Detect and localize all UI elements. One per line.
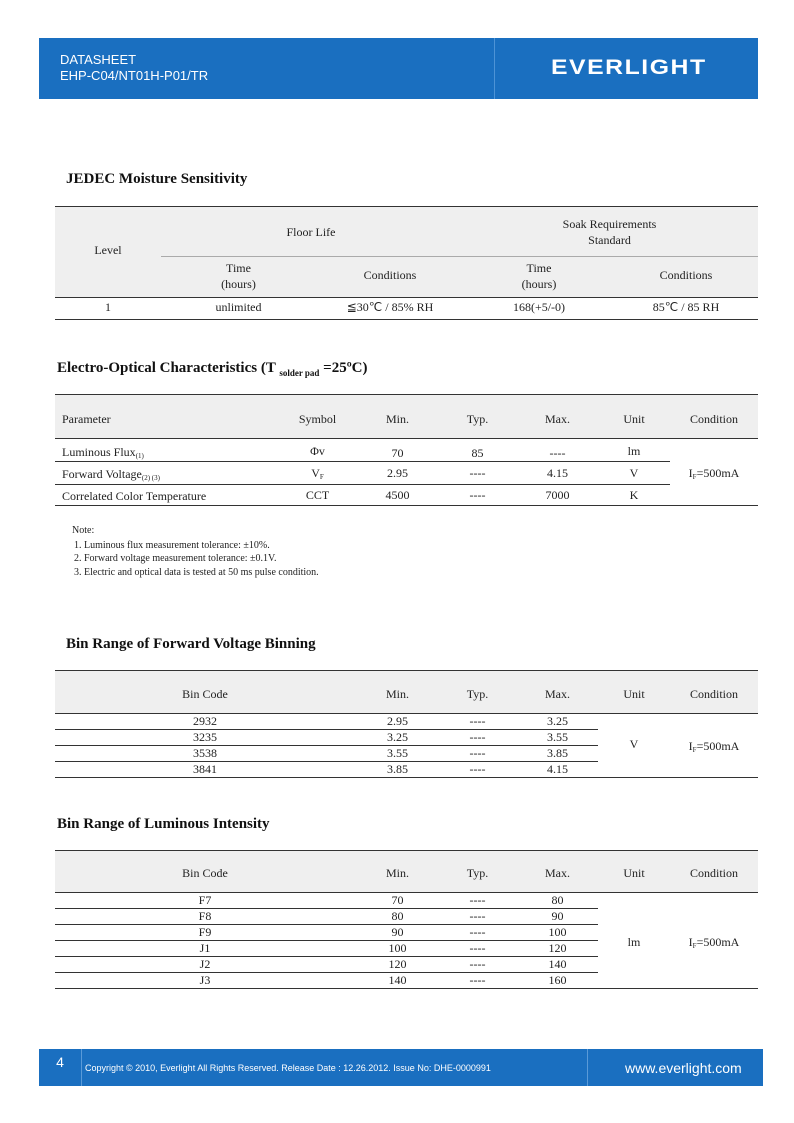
vf-row-max: 3.25 [547, 714, 568, 728]
vf-h-condition: Condition [689, 687, 738, 701]
vf-row-min: 2.95 [387, 714, 408, 728]
vf-row-bin: 3538 [193, 746, 217, 760]
vf-bin-title: Bin Range of Forward Voltage Binning [66, 636, 316, 652]
lum-unit: lm [627, 935, 641, 949]
lum-row-max: 160 [548, 973, 567, 987]
eo-row-rule-1 [55, 461, 670, 462]
lum-row-typ: ---- [469, 957, 486, 971]
lum-row-min: 100 [388, 941, 407, 955]
footer-divider [587, 1049, 588, 1086]
vf-row-max: 3.55 [547, 730, 568, 744]
lum-condition: $I_F=500mA$ [688, 935, 740, 950]
eo-row-min: 2.95 [387, 466, 408, 480]
footer-divider [81, 1049, 82, 1086]
jedec-head-rule [55, 297, 758, 298]
jedec-soak-header-1: Soak Requirements [562, 217, 657, 231]
vf-row-typ: ---- [469, 762, 486, 776]
eo-row-param: Correlated Color Temperature [62, 489, 207, 503]
vf-row-min: 3.85 [387, 762, 408, 776]
lum-row-min: 70 [391, 893, 404, 907]
lum-row-bin: F8 [198, 909, 212, 923]
header-divider [494, 38, 495, 99]
doc-type: DATASHEET [60, 52, 137, 67]
eo-h-condition: Condition [689, 412, 738, 426]
lum-row-min: 90 [391, 925, 404, 939]
lum-row-typ: ---- [469, 973, 486, 987]
website-link[interactable]: www.everlight.com [625, 1060, 742, 1076]
vf-h-typ: Typ. [466, 687, 489, 701]
eo-row-max: 7000 [545, 488, 570, 502]
jedec-floor-time-2: (hours) [221, 277, 256, 291]
eo-title-sub: solder pad [279, 368, 320, 378]
vf-row-bin: 3841 [193, 762, 217, 776]
eo-h-min: Min. [385, 412, 409, 426]
vf-row-bin: 3235 [193, 730, 217, 744]
vf-row-typ: ---- [469, 730, 486, 744]
eo-row-param [62, 467, 160, 482]
jedec-row-soak-time: 168(+5/-0) [512, 300, 566, 314]
lum-row-max: 140 [548, 957, 567, 971]
page-number: 4 [56, 1054, 64, 1070]
lum-h-typ: Typ. [466, 866, 489, 880]
eo-head-rule [55, 438, 758, 439]
lum-row-typ: ---- [469, 925, 486, 939]
vf-h-bin: Bin Code [182, 687, 228, 701]
vf-top-rule [55, 670, 758, 671]
copyright-text: Copyright © 2010, Everlight All Rights Reserved. Release Date : 12.26.2012. Issue No: DHE-0000991 [85, 1063, 491, 1073]
note-line: 1. Luminous flux measurement tolerance: ±10%. [74, 540, 270, 551]
vf-condition: $I_F=500mA$ [688, 739, 740, 754]
eo-row-symbol: $V_F$ [311, 466, 324, 481]
eo-title-end: =25ºC) [323, 360, 368, 376]
lum-row-min: 140 [388, 973, 407, 987]
lum-row-bin: F9 [198, 925, 212, 939]
jedec-floor-conditions: Conditions [363, 268, 417, 282]
jedec-top-rule [55, 206, 758, 207]
jedec-level-header: Level [94, 243, 122, 257]
eo-top-rule [55, 394, 758, 395]
eo-row-unit: lm [627, 444, 641, 458]
eo-title-main: Electro-Optical Characteristics (T [57, 360, 276, 376]
eo-param-text: Forward Voltage [62, 467, 142, 481]
jedec-title: JEDEC Moisture Sensitivity [66, 171, 248, 187]
jedec-soak-conditions: Conditions [659, 268, 713, 282]
vf-row-bin: 2932 [193, 714, 217, 728]
eo-row-symbol: Φv [310, 444, 325, 458]
vf-row-min: 3.25 [387, 730, 408, 744]
vf-h-min: Min. [385, 687, 409, 701]
lum-top-rule [55, 850, 758, 851]
eo-row-max: ---- [549, 446, 566, 460]
lum-h-bin: Bin Code [182, 866, 228, 880]
eo-row-max: 4.15 [547, 466, 568, 480]
eo-title [57, 360, 368, 378]
lum-row-min: 80 [391, 909, 404, 923]
eo-bottom-rule [55, 505, 758, 506]
eo-row-rule-2 [55, 484, 670, 485]
note-heading: Note: [72, 525, 95, 536]
vf-h-unit: Unit [623, 687, 645, 701]
lum-row-bin: J1 [199, 941, 211, 955]
jedec-mid-rule [161, 256, 758, 257]
jedec-row-soak-cond: 85℃ / 85 RH [652, 300, 720, 314]
lum-row-max: 120 [548, 941, 567, 955]
everlight-logo: EVERLIGHT [551, 56, 707, 79]
eo-row-symbol: CCT [305, 488, 330, 502]
vf-row-min: 3.55 [387, 746, 408, 760]
vf-row-typ: ---- [469, 746, 486, 760]
page-footer [39, 1049, 763, 1086]
jedec-soak-time-1: Time [526, 261, 552, 275]
eo-param-text: Luminous Flux [62, 445, 136, 459]
note-line: 2. Forward voltage measurement tolerance: ±0.1V. [74, 553, 277, 564]
lum-h-unit: Unit [623, 866, 645, 880]
eo-h-unit: Unit [623, 412, 645, 426]
part-number: EHP-C04/NT01H-P01/TR [60, 68, 209, 83]
lum-bin-title: Bin Range of Luminous Intensity [57, 816, 270, 832]
eo-condition: $I_F=500mA$ [688, 466, 740, 481]
eo-row-typ: ---- [469, 488, 486, 502]
eo-h-max: Max. [545, 412, 570, 426]
vf-unit: V [629, 737, 639, 751]
jedec-floor-time-1: Time [226, 261, 251, 275]
vf-row-max: 3.85 [547, 746, 568, 760]
lum-row-bin: J3 [199, 973, 211, 987]
lum-h-condition: Condition [689, 866, 738, 880]
page-header [39, 38, 758, 99]
eo-h-parameter: Parameter [62, 412, 111, 426]
jedec-bottom-rule [55, 319, 758, 320]
eo-h-typ: Typ. [466, 412, 489, 426]
lum-h-min: Min. [385, 866, 409, 880]
eo-param-note: (2) (3) [141, 474, 160, 482]
jedec-row-floor-cond: ≦30℃ / 85% RH [346, 300, 434, 314]
lum-row-bin: F7 [198, 893, 212, 907]
jedec-row-floor-time: unlimited [215, 300, 262, 314]
eo-param-note: (1) [135, 452, 144, 460]
lum-row-typ: ---- [469, 941, 486, 955]
lum-row-max: 100 [548, 925, 567, 939]
eo-row-param [62, 445, 144, 460]
eo-row-typ: ---- [469, 466, 486, 480]
eo-row-unit: V [629, 466, 639, 480]
jedec-soak-time-2: (hours) [521, 277, 557, 291]
lum-row-max: 90 [551, 909, 564, 923]
jedec-soak-header-2: Standard [588, 233, 631, 247]
lum-row-typ: ---- [469, 893, 486, 907]
lum-row-max: 80 [551, 893, 564, 907]
eo-h-symbol: Symbol [298, 412, 337, 426]
vf-row-typ: ---- [469, 714, 486, 728]
vf-row-max: 4.15 [547, 762, 568, 776]
eo-row-unit: K [629, 488, 639, 502]
lum-bottom-rule [55, 988, 758, 989]
eo-row-min: 4500 [385, 488, 410, 502]
note-line: 3. Electric and optical data is tested at 50 ms pulse condition. [74, 567, 319, 578]
lum-row-bin: J2 [199, 957, 211, 971]
jedec-row-level: 1 [105, 300, 111, 314]
vf-bottom-rule [55, 777, 758, 778]
vf-h-max: Max. [545, 687, 570, 701]
lum-row-min: 120 [388, 957, 407, 971]
eo-row-min: 70 [391, 446, 404, 460]
lum-row-typ: ---- [469, 909, 486, 923]
eo-row-typ: 85 [471, 446, 484, 460]
lum-h-max: Max. [545, 866, 570, 880]
jedec-floor-life-header: Floor Life [286, 225, 336, 239]
